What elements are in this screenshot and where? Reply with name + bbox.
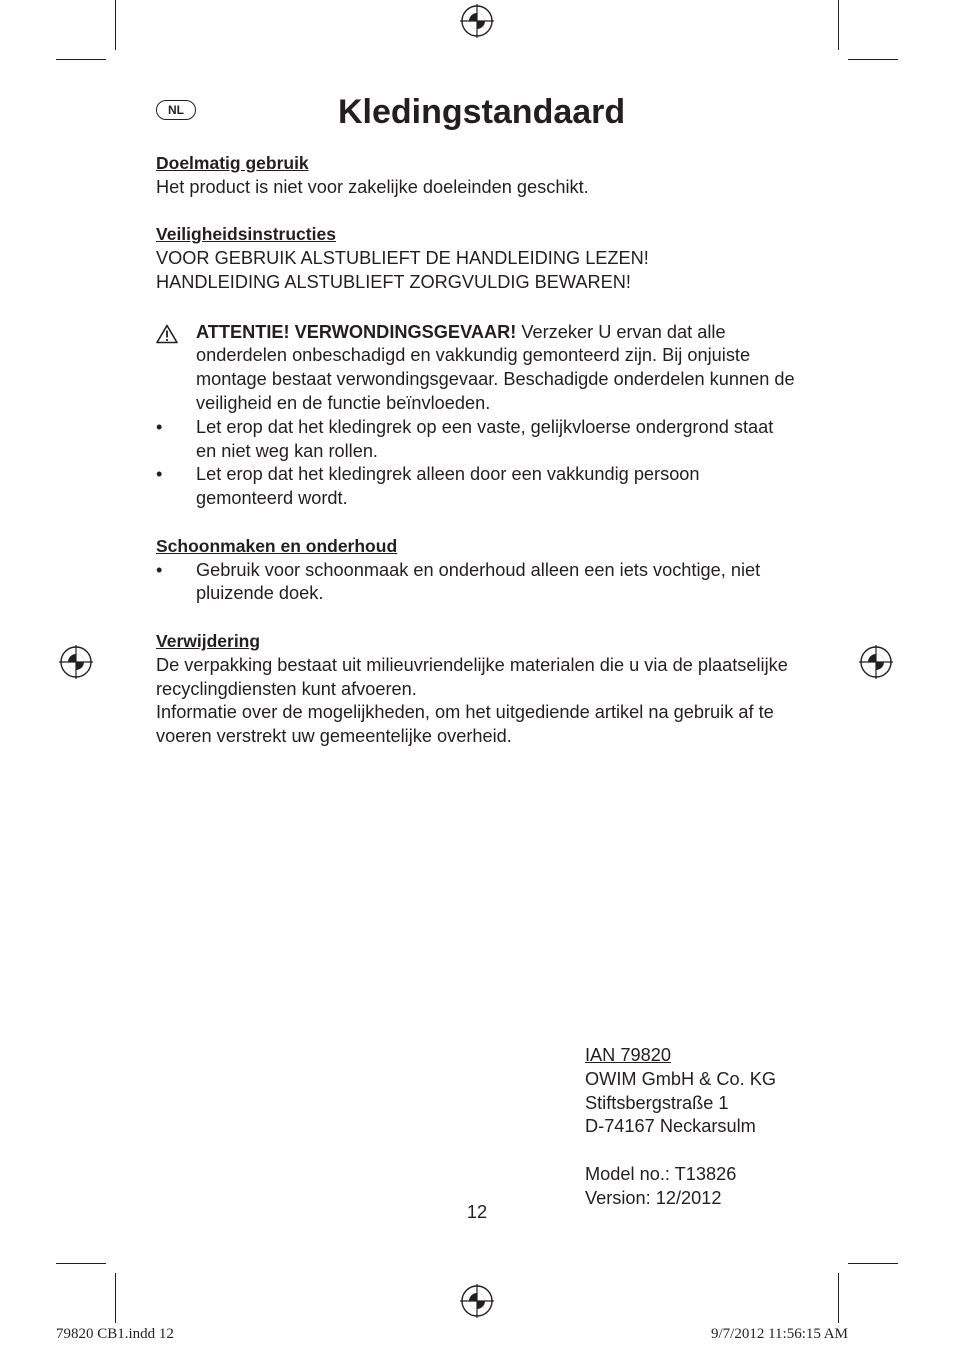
- company-name: OWIM GmbH & Co. KG: [585, 1068, 776, 1089]
- section-heading-cleaning: Schoonmaken en onderhoud: [156, 535, 398, 556]
- warning-label: ATTENTIE! VERWONDINGSGEVAAR!: [196, 321, 517, 342]
- bullet: •: [156, 464, 163, 485]
- crop-mark: [838, 0, 839, 50]
- list-item: [156, 559, 796, 607]
- disposal-text-1: De verpakking bestaat uit milieuvriendelijke materialen die u via de plaatselijke recyclingdiensten kunt afvoeren.: [156, 654, 788, 699]
- intended-use-text: Het product is niet voor zakelijke doeleinden geschikt.: [156, 176, 589, 197]
- print-slug-file: 79820 CB1.indd 12: [56, 1326, 174, 1342]
- section-heading-intended-use: Doelmatig gebruik: [156, 153, 309, 173]
- bullet: •: [156, 416, 163, 437]
- warning-text: Verzeker U ervan dat alle onderdelen onbeschadigd en vakkundig gemonteerd zijn. Bij onjuiste montage bestaat verwondingsgevaar. Beschadigde onderdelen kunnen de veiligheid en de functie beïnvloeden.: [196, 321, 795, 413]
- registration-mark-icon: [460, 1284, 494, 1318]
- page-title: Kledingstandaard: [338, 93, 626, 131]
- crop-mark: [115, 1273, 116, 1323]
- manufacturer-address: [585, 1044, 776, 1211]
- print-slug-timestamp: 9/7/2012 11:56:15 AM: [711, 1326, 848, 1342]
- crop-mark: [56, 1263, 106, 1264]
- crop-mark: [848, 59, 898, 60]
- cleaning-bullet-text: Gebruik voor schoonmaak en onderhoud alleen een iets vochtige, niet pluizende doek.: [196, 559, 761, 604]
- safety-line-1: VOOR GEBRUIK ALSTUBLIEFT DE HANDLEIDING LEZEN!: [156, 248, 649, 269]
- model-number: Model no.: T13826: [585, 1163, 737, 1184]
- list-item: [156, 463, 796, 511]
- crop-mark: [848, 1263, 898, 1264]
- language-badge: NL: [156, 100, 196, 120]
- bullet: •: [156, 559, 163, 580]
- disposal-text-2: Informatie over de mogelijkheden, om het uitgediende artikel na gebruik af te voeren verstrekt uw gemeentelijke overheid.: [156, 702, 774, 747]
- safety-bullet-text: Let erop dat het kledingrek op een vaste, gelijkvloerse ondergrond staat en niet weg kan rollen.: [196, 416, 774, 461]
- section-heading-disposal: Verwijdering: [156, 630, 261, 651]
- registration-mark-icon: [859, 645, 893, 679]
- ian-number: IAN 79820: [585, 1045, 671, 1065]
- version: Version: 12/2012: [585, 1187, 722, 1208]
- safety-line-2: HANDLEIDING ALSTUBLIEFT ZORGVULDIG BEWAREN!: [156, 271, 631, 292]
- registration-mark-icon: [59, 645, 93, 679]
- warning-triangle-icon: [156, 324, 178, 344]
- safety-bullet-text: Let erop dat het kledingrek alleen door een vakkundig persoon gemonteerd wordt.: [196, 464, 700, 509]
- registration-mark-icon: [460, 4, 494, 38]
- street: Stiftsbergstraße 1: [585, 1092, 729, 1113]
- document-body: [156, 152, 796, 749]
- crop-mark: [56, 59, 106, 60]
- crop-mark: [838, 1273, 839, 1323]
- section-heading-safety: Veiligheidsinstructies: [156, 224, 336, 245]
- warning-item: [156, 321, 796, 416]
- page-number: 12: [466, 1202, 488, 1222]
- list-item: [156, 416, 796, 464]
- crop-mark: [115, 0, 116, 50]
- city: D-74167 Neckarsulm: [585, 1116, 756, 1137]
